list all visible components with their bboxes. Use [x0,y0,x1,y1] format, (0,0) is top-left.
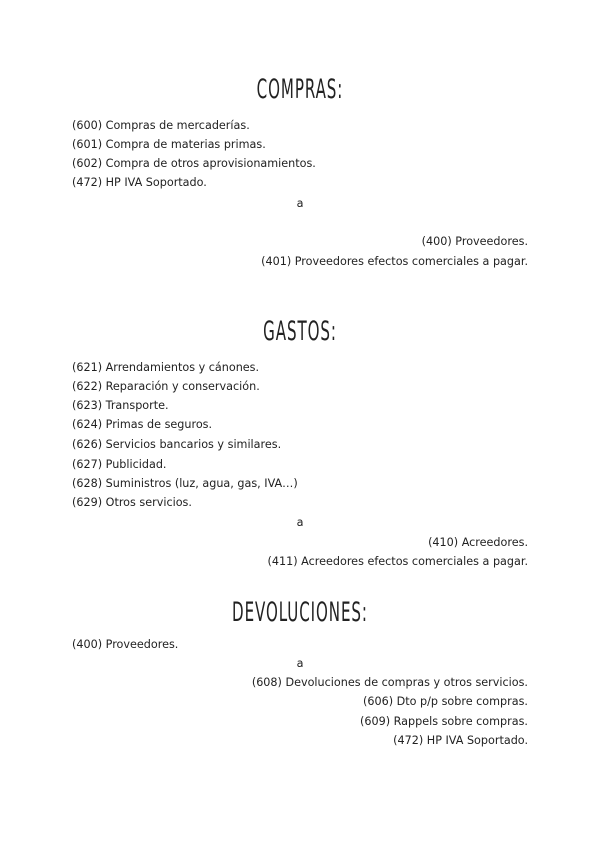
compras-credit-line: (401) Proveedores efectos comerciales a pagar. [261,255,528,268]
devoluciones-credit-line: (606) Dto p/p sobre compras. [363,695,528,708]
gastos-connector: a [296,516,304,529]
devoluciones-connector: a [296,657,304,670]
gastos-debit-line: (624) Primas de seguros. [72,418,213,431]
devoluciones-credit-line: (609) Rappels sobre compras. [359,715,528,728]
compras-debit-line: (602) Compra de otros aprovisionamientos. [72,157,316,170]
compras-debit-line: (472) HP IVA Soportado. [72,176,207,189]
devoluciones-heading: DEVOLUCIONES: [232,597,368,628]
devoluciones-debit-line: (400) Proveedores. [72,638,179,651]
gastos-debit-line: (623) Transporte. [72,399,169,412]
gastos-debit-line: (627) Publicidad. [72,458,167,471]
gastos-debit-line: (621) Arrendamientos y cánones. [72,361,260,374]
compras-debit-line: (601) Compra de materias primas. [72,138,266,151]
compras-connector: a [296,197,304,210]
gastos-debit-line: (626) Servicios bancarios y similares. [72,438,282,451]
gastos-debit-line: (629) Otros servicios. [72,496,192,509]
compras-credit-line: (400) Proveedores. [421,235,528,248]
devoluciones-credit-line: (472) HP IVA Soportado. [393,734,528,747]
gastos-debit-line: (622) Reparación y conservación. [72,380,260,393]
compras-heading: COMPRAS: [256,74,344,105]
gastos-credit-line: (410) Acreedores. [428,536,528,549]
gastos-debit-line: (628) Suministros (luz, agua, gas, IVA…) [72,477,298,490]
devoluciones-credit-line: (608) Devoluciones de compras y otros servicios. [251,676,528,689]
compras-debit-line: (600) Compras de mercaderías. [72,119,250,132]
gastos-credit-line: (411) Acreedores efectos comerciales a pagar. [267,555,528,568]
gastos-heading: GASTOS: [263,316,337,347]
